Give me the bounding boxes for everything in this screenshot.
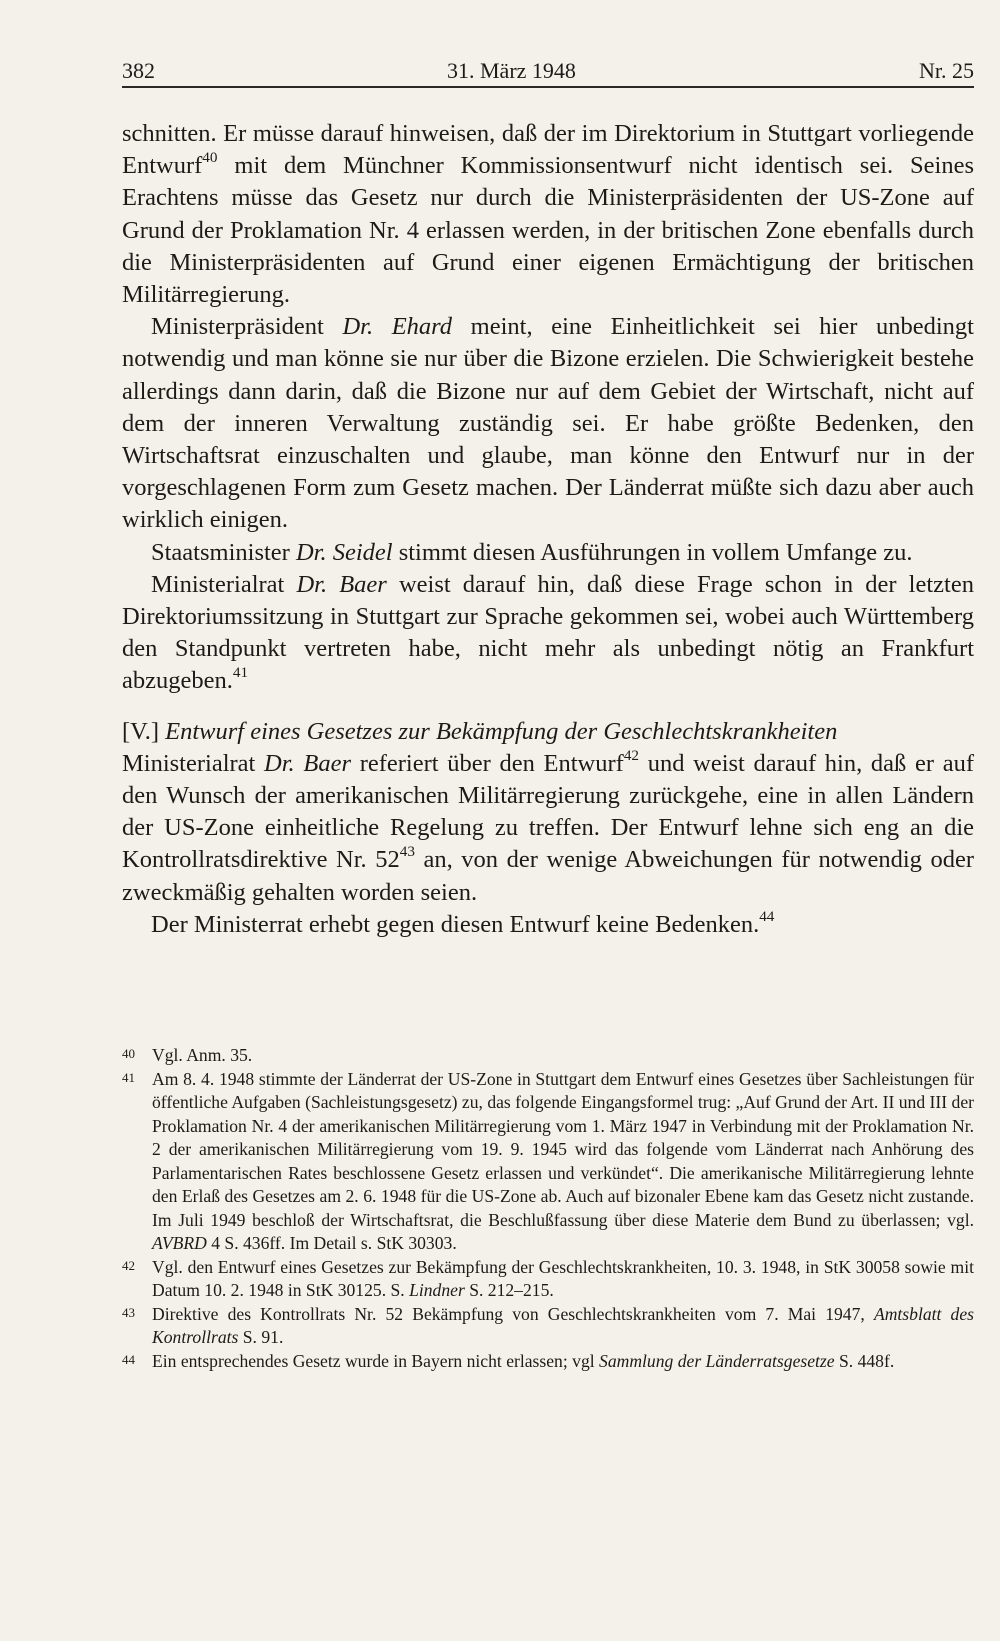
footnote-number: 41 [122,1069,135,1085]
footnote-number: 40 [122,1046,135,1061]
footnote-44: 44 Ein entsprechendes Gesetz wurde in Bayern nicht erlassen; vgl Sammlung der Länderratsgesetze S. 448f. [122,1350,895,1371]
speaker-name: Dr. Seidel [295,538,393,566]
footnote-number: 44 [122,1351,135,1367]
paragraph-6: Der Ministerrat erhebt gegen diesen Entwurf keine Bedenken.$^{44}$ [151,907,775,938]
footnote-ref-44: 44 [759,907,775,925]
footnotes [122,1044,974,1373]
footnote-42: 42 Vgl. den Entwurf eines Gesetzes zur Bekämpfung der Geschlechtskrankheiten, 10. 3. 1948, in StK 30058 sowie mit Datum 10. 2. 1948 in StK 30125. S. Lindner S. 212–215. [122,1256,974,1300]
paragraph-4: Ministerialrat Dr. Baer weist darauf hin, daß diese Frage schon in der letzten Direktoriumssitzung in Stuttgart zur Sprache gekommen sei, wobei auch Württemberg den Standpunkt vertreten habe, nicht mehr als unbedingt nötig an Frankfurt abzugeben.$^{41}$ [122,570,974,695]
paragraph-5: Ministerialrat Dr. Baer referiert über den Entwurf$^{42}$ und weist darauf hin, daß er auf den Wunsch der amerikanischen Militärregierung zurückgehe, eine in allen Ländern der US-Zone einheitliche Regelung zu treffen. Der Entwurf lehne sich eng an die Kontrollratsdirektive Nr. $52^{43}$ an, von der wenige Abweichungen für notwendig oder zweckmäßig gehalten worden seien. [122,746,974,906]
running-header [122,56,974,88]
footnote-ref-41: 41 [232,664,249,682]
section-title: Entwurf eines Gesetzes zur Bekämpfung der Geschlechtskrankheiten [165,717,838,745]
paragraph-1: schnitten. Er müsse darauf hinweisen, daß der im Direktorium in Stuttgart vorliegende Entwurf$^{40}$ mit dem Münchner Kommissionsentwurf nicht identisch sei. Seines Erachtens müsse das Gesetz nur durch die Ministerpräsidenten der US-Zone auf Grund der Proklamation Nr. 4 erlassen werden, in der britischen Zone ebenfalls durch die Ministerpräsidenten auf Grund einer eigenen Ermächtigung der britischen Militärregierung. [122,120,974,309]
page-number: 382 [122,58,155,83]
paragraph-2: Ministerpräsident Dr. Ehard meint, eine Einheitlichkeit sei hier unbedingt notwendig und man könne sie nur über die Bizone erzielen. Die Schwierigkeit bestehe allerdings dann darin, daß die Bizone nur auf dem Gebiet der Wirtschaft, nicht auf dem der inneren Verwaltung zuständig sei. Er habe größte Bedenken, den Wirtschaftsrat einzuschalten und glaube, man könne den Entwurf nur in der vorgeschlagenen Form zum Gesetz machen. Der Länderrat müßte sich dazu aber auch wirklich einigen. [122,313,974,534]
speaker-name: Dr. Baer [264,749,351,777]
section-heading: [V.] Entwurf eines Gesetzes zur Bekämpfung der Geschlechtskrankheiten [122,717,838,745]
speaker-name: Dr. Ehard [342,313,453,341]
footnote-number: 43 [122,1304,135,1320]
speaker-name: Dr. Baer [296,570,387,598]
footnote-ref-42: 42 [623,746,640,764]
footnote-ref-40: 40 [202,149,218,167]
footnote-41: 41 Am 8. 4. 1948 stimmte der Länderrat der US-Zone in Stuttgart dem Entwurf eines Gesetzes über Sachleistungen für öffentliche Aufgaben (Sachleistungsgesetz) zu, das folgende Eingangsformel trug: „Auf Grund der Art. II und III der Proklamation Nr. 4 der amerikanischen Militärregierung vom 1. März 1947 in Verbindung mit der Proklamation Nr. 2 der amerikanischen Militärregierung vom 19. 9. 1945 wird das folgende vom Länderrat nach Anhörung des Parlamentarischen Rates beschlossene Gesetz erlassen und verkündet“. Die amerikanische Militärregierung lehnte den Erlaß des Gesetzes am 2. 6. 1948 für die US-Zone ab. Auch auf bizonaler Ebene kam das Gesetz nicht zustande. Im Juli 1949 beschloß der Wirtschaftsrat, die Beschlußfassung über diese Materie dem Bund zu überlassen; vgl. AVBRD 4 S. 436ff. Im Detail s. StK 30303. [122,1068,974,1253]
footnote-43: 43 Direktive des Kontrollrats Nr. 52 Bekämpfung von Geschlechtskrankheiten vom 7. Mai 1947, Amtsblatt des Kontrollrats S. 91. [122,1303,974,1347]
header-date: 31. März 1948 [447,58,576,83]
footnote-ref-43: 43 [399,843,415,861]
header-issue-number: Nr. 25 [919,58,974,83]
footnote-40: 40 Vgl. Anm. 35. [122,1045,253,1065]
footnote-number: 42 [122,1257,135,1273]
main-text [122,118,974,941]
paragraph-3: Staatsminister Dr. Seidel stimmt diesen Ausführungen in vollem Umfange zu. [151,538,913,566]
